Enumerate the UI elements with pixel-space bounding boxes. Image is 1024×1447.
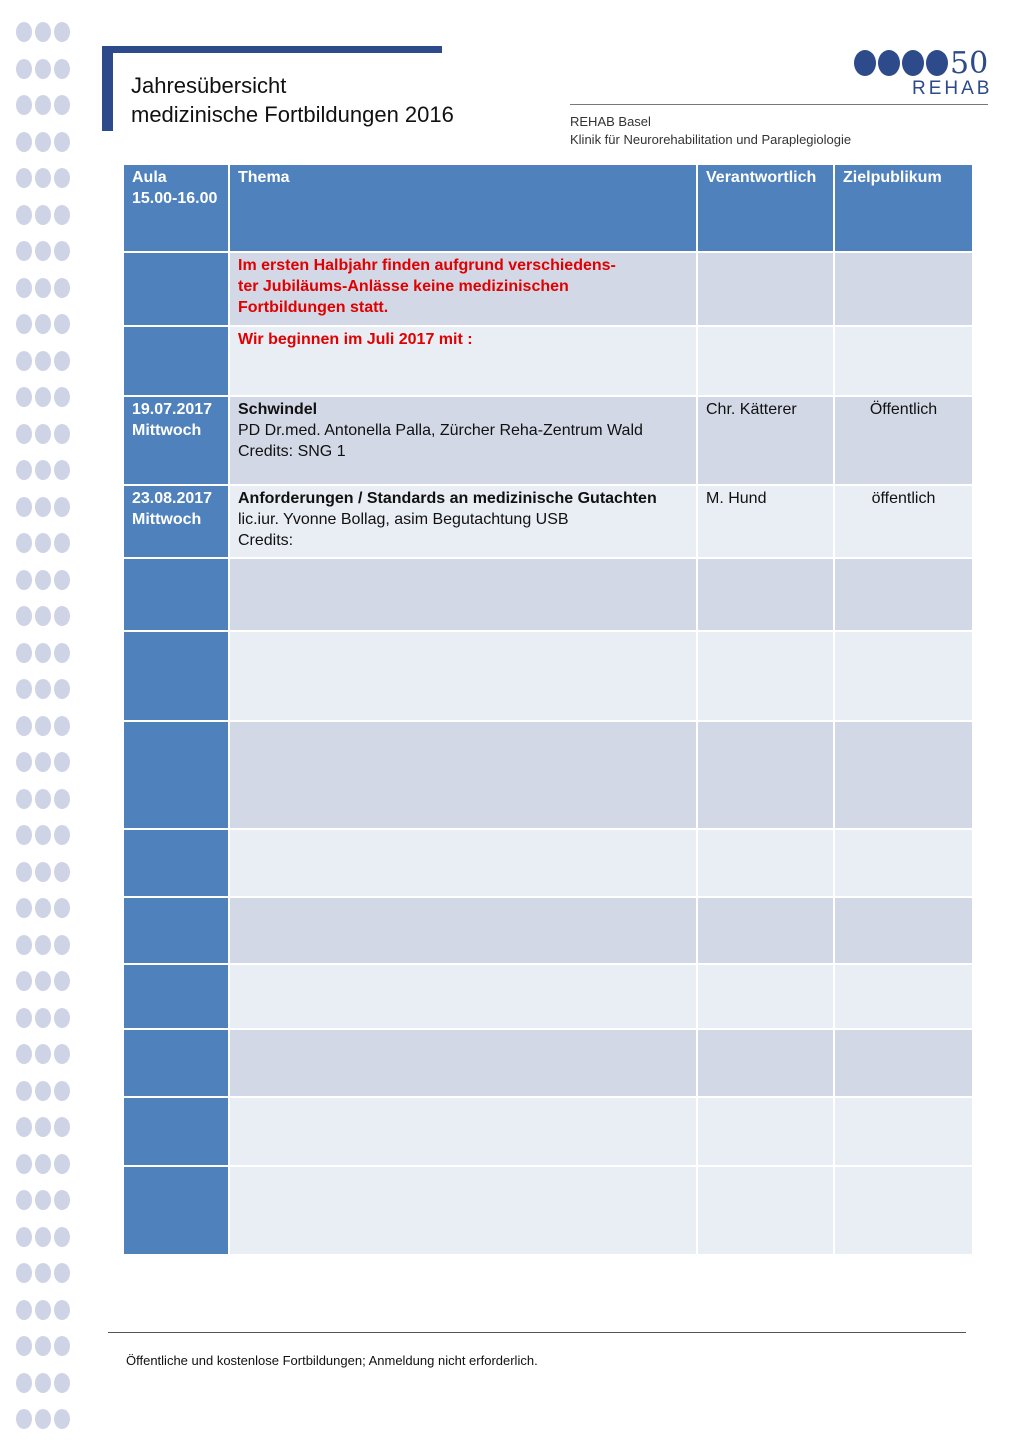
logo-text: REHAB [912,78,993,99]
dot-icon [16,1154,32,1174]
table-row [123,897,973,964]
logo-number: 50 [950,46,989,81]
dot-row [16,679,76,701]
dot-icon [16,22,32,42]
responsible-cell [697,829,834,897]
table-header-row [123,164,973,252]
dot-icon [35,424,51,444]
date-cell [123,897,229,964]
dot-row [16,1008,76,1030]
audience-cell [834,1166,973,1255]
dot-row [16,95,76,117]
institution-subtitle: Klinik für Neurorehabilitation und Paraplegiologie [570,132,852,147]
event-speaker: lic.iur. Yvonne Bollag, asim Begutachtung USB [238,511,569,528]
table-row [123,721,973,829]
dot-icon [16,825,32,845]
event-weekday: Mittwoch [132,422,202,439]
dot-icon [54,1008,70,1028]
date-cell [123,1166,229,1255]
dot-icon [35,1044,51,1064]
responsible-cell [697,1097,834,1166]
dot-icon [54,132,70,152]
audience-cell: öffentlich [834,485,973,558]
dot-icon [16,679,32,699]
dot-icon [16,460,32,480]
audience-cell [834,1097,973,1166]
dot-icon [35,241,51,261]
event-date: 19.07.2017 [132,401,213,418]
dot-row [16,168,76,190]
responsible-cell [697,897,834,964]
dot-icon [54,241,70,261]
topic-cell [229,631,697,721]
dot-row [16,205,76,227]
dot-row [16,241,76,263]
dot-row [16,1227,76,1249]
dot-icon [16,533,32,553]
topic-cell [229,1029,697,1097]
responsible-cell [697,326,834,396]
event-speaker: PD Dr.med. Antonella Palla, Zürcher Reha-Zentrum Wald [238,422,643,439]
dot-icon [54,314,70,334]
dot-icon [16,205,32,225]
dot-icon [54,752,70,772]
dot-icon [16,95,32,115]
dot-icon [16,1081,32,1101]
dot-icon [54,1300,70,1320]
dot-icon [35,1081,51,1101]
dot-row [16,1409,76,1431]
dot-icon [54,22,70,42]
dot-icon [35,460,51,480]
dot-icon [35,1409,51,1429]
dot-row [16,1300,76,1322]
date-cell [123,964,229,1029]
date-cell [123,721,229,829]
dot-row [16,862,76,884]
start-notice-cell: Wir beginnen im Juli 2017 mit : [229,326,697,396]
responsible-cell [697,1029,834,1097]
dot-row [16,1373,76,1395]
event-credits: Credits: [238,532,294,549]
dot-icon [35,278,51,298]
page-title [131,71,454,129]
dot-icon [16,789,32,809]
dot-icon [16,351,32,371]
dot-icon [35,22,51,42]
responsible-cell [697,721,834,829]
dot-icon [35,205,51,225]
date-cell [123,631,229,721]
dot-icon [54,1117,70,1137]
dot-row [16,132,76,154]
dot-icon [16,1263,32,1283]
notice-line: ter Jubiläums-Anlässe keine medizinischen [238,278,569,295]
audience-cell [834,558,973,631]
dot-icon [16,497,32,517]
responsible-cell [697,252,834,326]
dot-row [16,643,76,665]
dot-icon [16,241,32,261]
dot-icon [35,1227,51,1247]
dot-icon [35,1373,51,1393]
dot-icon [16,314,32,334]
table-row [123,829,973,897]
audience-cell [834,721,973,829]
decorative-dot-column [16,22,76,1446]
dot-icon [54,205,70,225]
date-cell [123,1097,229,1166]
audience-cell [834,631,973,721]
table-row [123,326,973,396]
dot-icon [16,424,32,444]
responsible-cell: Chr. Kätterer [697,396,834,485]
dot-icon [16,606,32,626]
dot-icon [54,59,70,79]
dot-row [16,22,76,44]
institution-block [570,113,851,149]
dot-icon [16,1336,32,1356]
table-row [123,631,973,721]
date-cell [123,1029,229,1097]
dot-icon [16,278,32,298]
audience-cell [834,326,973,396]
dot-icon [54,825,70,845]
audience-cell [834,829,973,897]
dot-icon [16,1300,32,1320]
dot-icon [35,1154,51,1174]
dot-row [16,716,76,738]
header-divider [570,104,988,105]
dot-icon [16,1227,32,1247]
dot-icon [54,460,70,480]
institution-name: REHAB Basel [570,114,651,129]
dot-icon [35,898,51,918]
dot-row [16,351,76,373]
dot-icon [54,716,70,736]
dot-icon [35,606,51,626]
date-cell [123,485,229,558]
dot-icon [16,570,32,590]
page-title-line1: Jahresübersicht [131,73,287,98]
dot-row [16,1044,76,1066]
dot-row [16,1154,76,1176]
dot-icon [16,59,32,79]
logo-circle-icon [854,50,876,76]
dot-row [16,314,76,336]
date-cell [123,558,229,631]
audience-cell [834,897,973,964]
dot-icon [54,935,70,955]
responsible-cell [697,631,834,721]
dot-icon [35,1263,51,1283]
topic-cell [229,721,697,829]
dot-icon [54,643,70,663]
dot-icon [54,1373,70,1393]
dot-icon [16,862,32,882]
dot-icon [54,679,70,699]
dot-icon [16,1190,32,1210]
table-row [123,558,973,631]
dot-row [16,59,76,81]
dot-row [16,606,76,628]
event-credits: Credits: SNG 1 [238,443,346,460]
table-row [123,485,973,558]
dot-icon [16,168,32,188]
topic-cell [229,396,697,485]
responsible-cell [697,964,834,1029]
audience-cell [834,1029,973,1097]
dot-icon [54,95,70,115]
header-audience: Zielpublikum [834,164,973,252]
dot-row [16,935,76,957]
dot-icon [54,387,70,407]
dot-icon [35,314,51,334]
schedule-table [122,163,974,1256]
dot-icon [35,387,51,407]
dot-icon [54,1336,70,1356]
dot-icon [54,1263,70,1283]
dot-icon [16,752,32,772]
table-row [123,964,973,1029]
dot-icon [35,935,51,955]
dot-icon [16,1044,32,1064]
topic-cell [229,1166,697,1255]
table-row [123,396,973,485]
date-cell [123,396,229,485]
responsible-cell [697,558,834,631]
dot-icon [35,643,51,663]
dot-icon [35,971,51,991]
dot-icon [35,1300,51,1320]
dot-row [16,1190,76,1212]
header-date [123,164,229,252]
dot-icon [16,971,32,991]
page-title-line2: medizinische Fortbildungen 2016 [131,102,454,127]
event-date: 23.08.2017 [132,490,213,507]
dot-row [16,825,76,847]
dot-icon [35,716,51,736]
dot-icon [54,971,70,991]
dot-icon [35,679,51,699]
dot-icon [16,935,32,955]
header-date-room: Aula [132,169,167,186]
topic-cell [229,558,697,631]
dot-icon [54,168,70,188]
dot-row [16,1263,76,1285]
dot-icon [35,1336,51,1356]
dot-icon [16,1373,32,1393]
dot-icon [35,752,51,772]
dot-row [16,752,76,774]
dot-icon [16,1409,32,1429]
dot-icon [35,1117,51,1137]
dot-icon [16,898,32,918]
dot-row [16,460,76,482]
dot-icon [54,1044,70,1064]
dot-icon [16,1008,32,1028]
dot-icon [54,1154,70,1174]
dot-icon [35,862,51,882]
date-cell [123,326,229,396]
topic-cell [229,897,697,964]
event-topic: Anforderungen / Standards an medizinische Gutachten [238,490,657,507]
header-date-time: 15.00-16.00 [132,190,218,207]
dot-icon [35,789,51,809]
dot-icon [35,1008,51,1028]
dot-icon [35,351,51,371]
notice-cell [229,252,697,326]
date-cell [123,252,229,326]
dot-icon [35,168,51,188]
header-topic: Thema [229,164,697,252]
dot-icon [35,95,51,115]
header-responsible: Verantwortlich [697,164,834,252]
dot-icon [54,1409,70,1429]
dot-row [16,1336,76,1358]
dot-icon [54,278,70,298]
title-accent-bar [102,46,442,53]
dot-icon [54,570,70,590]
event-topic: Schwindel [238,401,318,418]
dot-icon [35,825,51,845]
dot-row [16,278,76,300]
logo-circle-icon [926,50,948,76]
dot-icon [54,606,70,626]
footer-note: Öffentliche und kostenlose Fortbildungen; Anmeldung nicht erforderlich. [126,1353,538,1368]
dot-icon [54,533,70,553]
dot-row [16,1081,76,1103]
dot-row [16,971,76,993]
logo-circle-icon [902,50,924,76]
topic-cell [229,1097,697,1166]
audience-cell: Öffentlich [834,396,973,485]
dot-row [16,898,76,920]
logo-circle-icon [878,50,900,76]
dot-icon [54,1190,70,1210]
dot-icon [54,351,70,371]
responsible-cell [697,1166,834,1255]
dot-icon [35,497,51,517]
dot-icon [35,132,51,152]
dot-icon [16,387,32,407]
dot-row [16,570,76,592]
table-row [123,1097,973,1166]
dot-icon [16,1117,32,1137]
dot-row [16,789,76,811]
dot-icon [54,1081,70,1101]
audience-cell [834,964,973,1029]
topic-cell [229,829,697,897]
dot-icon [54,862,70,882]
notice-line: Im ersten Halbjahr finden aufgrund verschiedens- [238,257,616,274]
dot-icon [16,643,32,663]
dot-icon [54,898,70,918]
dot-icon [54,789,70,809]
dot-row [16,1117,76,1139]
table-row [123,252,973,326]
dot-icon [35,533,51,553]
dot-icon [54,497,70,517]
dot-icon [54,1227,70,1247]
dot-icon [16,716,32,736]
dot-icon [16,132,32,152]
footer-divider [108,1332,966,1333]
audience-cell [834,252,973,326]
date-cell [123,829,229,897]
dot-icon [35,1190,51,1210]
topic-cell [229,964,697,1029]
dot-row [16,533,76,555]
notice-line: Fortbildungen statt. [238,299,389,316]
responsible-cell: M. Hund [697,485,834,558]
table-row [123,1166,973,1255]
table-row [123,1029,973,1097]
dot-icon [35,59,51,79]
rehab-50-logo [854,46,994,100]
dot-row [16,424,76,446]
dot-row [16,497,76,519]
dot-icon [35,570,51,590]
event-weekday: Mittwoch [132,511,202,528]
topic-cell [229,485,697,558]
dot-row [16,387,76,409]
title-accent-bar-vertical [102,46,113,131]
dot-icon [54,424,70,444]
